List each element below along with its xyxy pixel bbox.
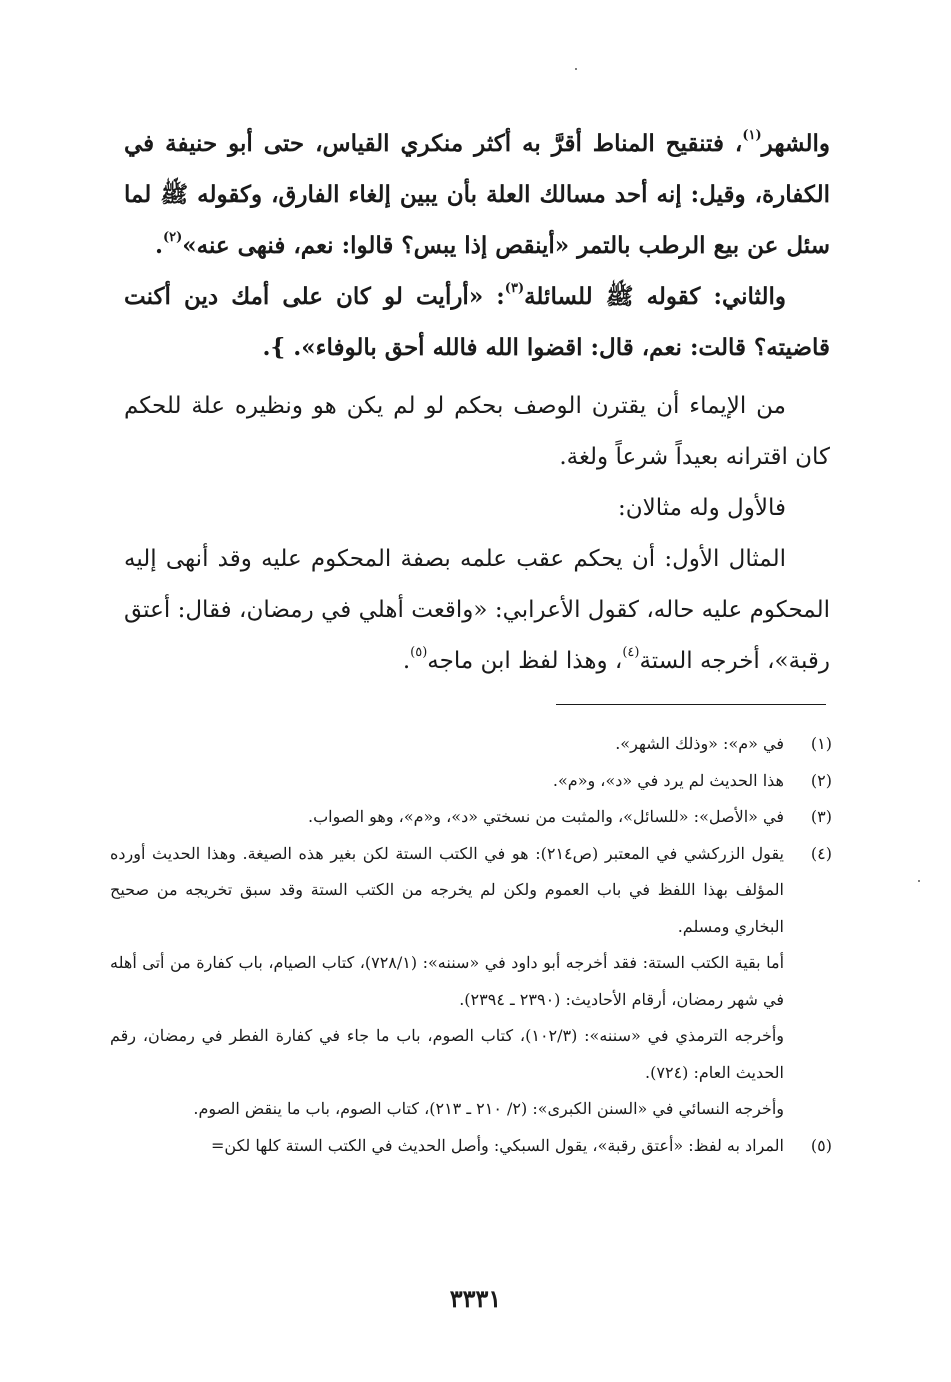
footnote-body [110,799,784,836]
footnote-text: في «الأصل»: «للسائل»، والمثبت من نسختي «د»، و«م»، وهو الصواب. [308,807,784,826]
footnote-text: أما بقية الكتب الستة: فقد أخرجه أبو داود في «سننه»: (٧٢٨/١)، كتاب الصيام، باب كفارة من أتى أهله في شهر رمضان، أرقام الأحاديث: (٢٣٩٠ ـ ٢٣٩٤). [110,953,785,1009]
main-paragraph-4 [124,483,830,534]
scan-speck [918,880,920,882]
text-run: فالأول وله مثالان: [617,495,786,521]
footnote-number: (٢) [810,770,832,790]
footnote-number: (١) [810,734,832,753]
footnote-4 [110,836,832,1128]
footnote-text: المراد به لفظ: «أعتق رقبة»، يقول السبكي: وأصل الحديث في الكتب الستة كلها لكن= [211,1135,784,1155]
main-paragraph-5 [124,534,830,687]
footnote-separator [556,704,826,705]
footnote-text: وأخرجه النسائي في «السنن الكبرى»: (٢/ ٢١٠ ـ ٢١٣)، كتاب الصوم، باب ما ينقض الصوم. [193,1099,784,1118]
text-run: : «أرأيت لو كان على أمك دين أكنت قاضيته؟ قالت: نعم، قال: اقضوا الله فالله أحق بالوفاء». }. [124,283,830,361]
footnote-body [110,836,784,1128]
text-run: والثاني: كقوله ﷺ للسائلة [524,283,786,310]
footnote-text: وأخرجه الترمذي في «سننه»: (١٠٢/٣)، كتاب الصوم، باب ما جاء في كفارة الفطر في رمضان، رقم الحديث العام: (٧٢٤). [110,1026,785,1082]
scan-speck [575,68,577,70]
footnote-3 [110,799,832,836]
text-run: ، وهذا لفظ ابن ماجه [427,648,623,674]
text-run: ، فتنقيح المناط أقرَّ به أكثر منكري القياس، حتى أبو حنيفة في الكفارة، وقيل: إنه أحد مسالك العلة بأن يبين إلغاء الفارق، وكقوله ﷺ لما سئل عن بيع الرطب بالتمر «أينقص إذا يبس؟ قالوا: نعم، فنهى عنه» [124,130,830,259]
footnote-ref-1[interactable]: (١) [742,128,762,143]
footnote-text: في «م»: «وذلك الشهر». [615,734,784,753]
main-text [124,118,830,687]
page-number: ٣٣٣١ [449,1284,502,1313]
footnote-body [110,763,784,800]
footnote-ref-3[interactable]: (٣) [504,281,525,296]
footnote-text: يقول الزركشي في المعتبر (ص٢١٤): هو في الكتب الستة لكن بغير هذه الصيغة. وهذا الحديث أورده المؤلف بهذا اللفظ في باب العموم ولكن لم يخرجه من الكتب الستة وقد سبق تخريجه من صحيح البخاري ومسلم. [110,843,784,936]
footnote-5 [110,1128,832,1165]
text-run: . [154,232,163,259]
footnote-2 [110,763,832,800]
main-paragraph-2 [124,271,830,373]
footnotes [110,726,832,1164]
footnote-body [110,1128,784,1165]
footnote-number: (٥) [810,1135,832,1155]
text-run: المثال الأول: أن يحكم عقب علمه بصفة المحكوم عليه وقد أنهى إليه المحكوم عليه حاله، كقول الأعرابي: «واقعت أهلي في رمضان، فقال: أعتق رقبة»، أخرجه الستة [124,546,830,674]
footnote-ref-4[interactable]: (٤) [622,645,640,660]
text-run: من الإيماء أن يقترن الوصف بحكم لو لم يكن هو ونظيره علة للحكم كان اقترانه بعيداً شرعاً ولغة. [124,393,830,470]
footnote-1 [110,726,832,763]
footnote-number: (٣) [810,807,832,826]
footnote-ref-5[interactable]: (٥) [410,645,428,660]
text-run: . [402,648,411,674]
footnote-number: (٤) [810,843,832,863]
main-paragraph-1 [124,118,830,271]
footnote-ref-2[interactable]: (٢) [162,230,183,245]
footnote-text: هذا الحديث لم يرد في «د»، و«م». [552,770,784,790]
footnote-body [110,726,784,763]
text-run: والشهر [761,130,830,157]
main-paragraph-3 [124,381,830,483]
